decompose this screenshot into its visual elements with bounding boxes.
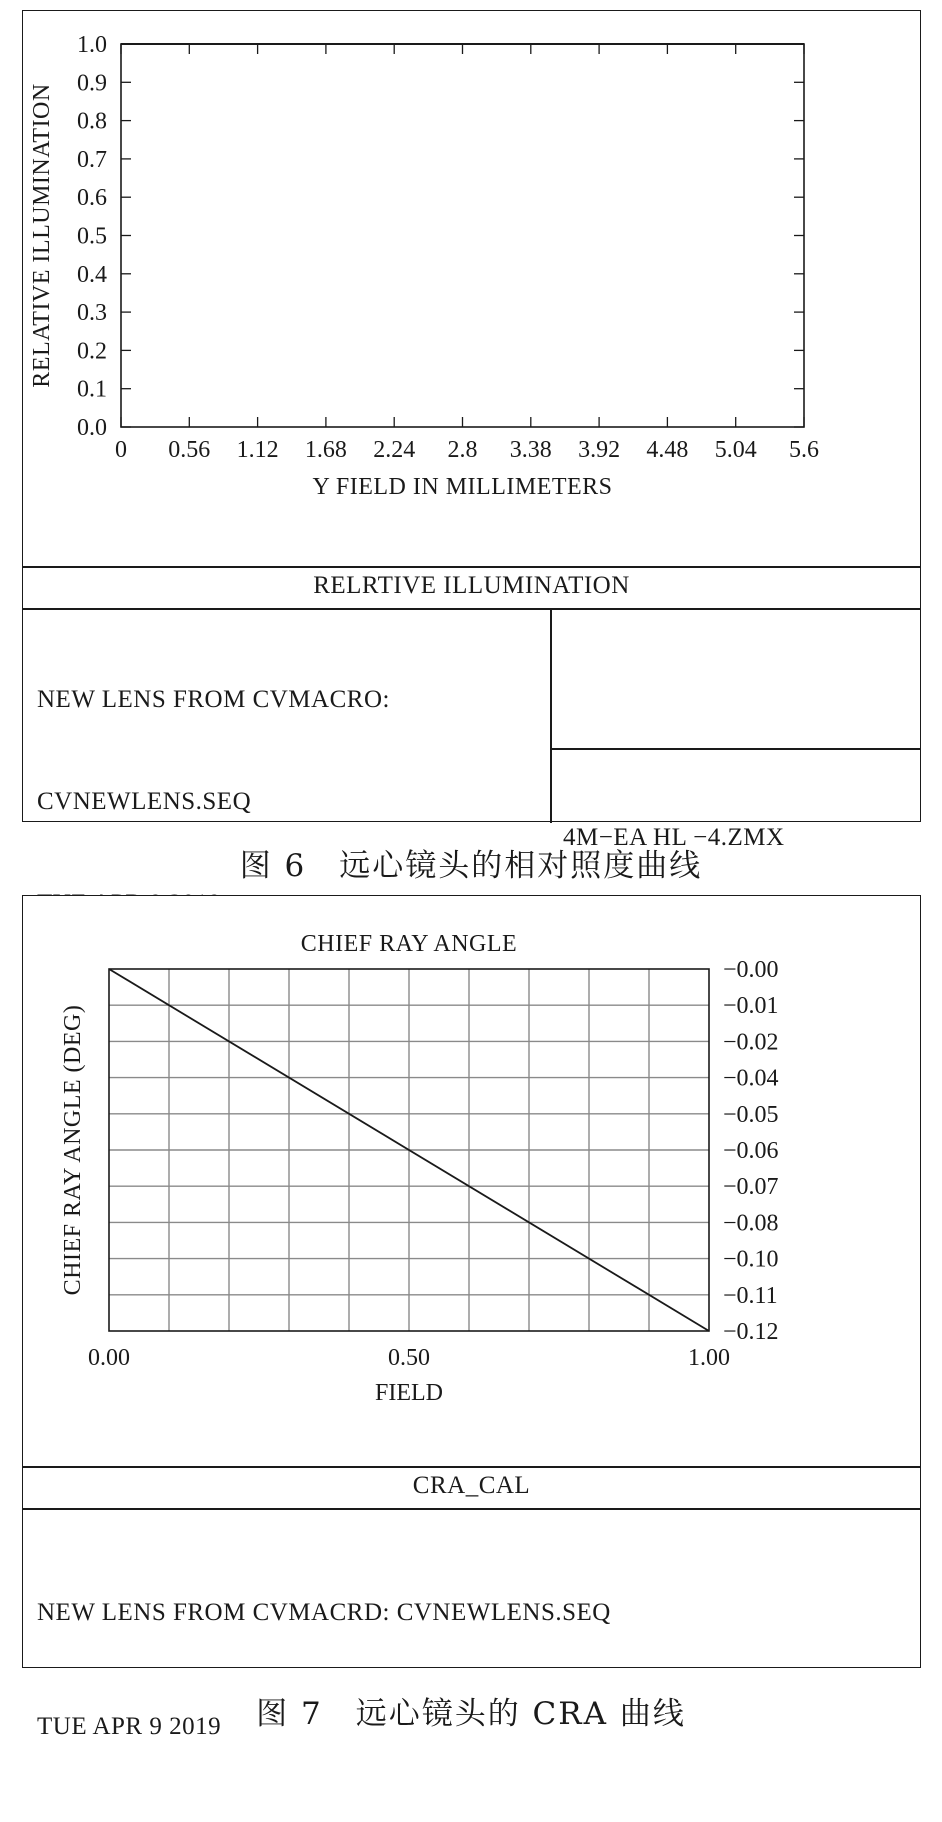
y-axis-label: RELATIVE ILLUMINATION xyxy=(29,83,55,388)
divider xyxy=(23,1466,920,1468)
x-tick-label: 2.24 xyxy=(373,437,416,463)
relative-illumination-chart xyxy=(23,11,922,566)
divider xyxy=(23,1508,920,1510)
y-tick-label: −0.08 xyxy=(723,1210,779,1237)
divider xyxy=(550,608,552,823)
y-tick-label: −0.00 xyxy=(723,957,779,983)
x-tick-label: 0.50 xyxy=(388,1345,430,1371)
info-line: NEW LENS FROM CVMACRD: CVNEWLENS.SEQ xyxy=(37,1599,611,1626)
y-tick-label: 0.7 xyxy=(77,146,107,173)
x-tick-label: 0.56 xyxy=(168,437,211,463)
x-tick-label: 3.92 xyxy=(578,437,621,463)
x-tick-label: 0 xyxy=(115,437,127,463)
x-axis-label: Y FIELD IN MILLIMETERS xyxy=(312,474,613,500)
x-axis-label: FIELD xyxy=(375,1380,443,1406)
y-tick-label: −0.05 xyxy=(723,1101,779,1128)
x-tick-label: 4.48 xyxy=(646,437,689,463)
info-line: NEW LENS FROM CVMACRO: xyxy=(37,686,390,713)
y-tick-label: −0.01 xyxy=(723,993,779,1020)
divider xyxy=(23,608,920,610)
y-tick-label: −0.02 xyxy=(723,1029,779,1056)
y-tick-label: 0.9 xyxy=(77,70,107,97)
x-tick-label: 1.12 xyxy=(236,437,279,463)
y-axis-label: CHIEF RAY ANGLE (DEG) xyxy=(60,1004,86,1296)
divider xyxy=(23,566,920,568)
figure7-info-left xyxy=(37,1518,611,1822)
y-tick-label: 0.0 xyxy=(77,415,107,441)
plot-frame xyxy=(121,44,804,427)
x-tick-label: 0.00 xyxy=(88,1345,130,1371)
x-tick-label: 1.00 xyxy=(688,1345,730,1371)
x-tick-label: 5.04 xyxy=(714,437,757,463)
x-tick-label: 5.6 xyxy=(789,437,819,463)
y-tick-label: 0.2 xyxy=(77,338,107,365)
y-tick-label: −0.04 xyxy=(723,1065,779,1092)
y-tick-label: 1.0 xyxy=(77,32,107,58)
figure6-title-bar: RELRTIVE ILLUMINATION xyxy=(313,572,630,599)
figure7-caption: 图 7 远心镜头的 CRA 曲线 xyxy=(256,1696,686,1732)
y-tick-label: −0.12 xyxy=(723,1319,779,1345)
y-tick-label: 0.3 xyxy=(77,300,107,327)
chart-title: CHIEF RAY ANGLE xyxy=(300,931,518,957)
y-tick-label: −0.10 xyxy=(723,1246,779,1273)
y-tick-label: −0.07 xyxy=(723,1174,779,1201)
y-tick-label: 0.4 xyxy=(77,261,107,288)
divider xyxy=(550,748,920,750)
figure7-title-bar: CRA_CAL xyxy=(412,1472,531,1499)
y-tick-label: 0.1 xyxy=(77,376,107,403)
info-line: TUE APR 9 2019 xyxy=(37,1713,222,1740)
figure6-panel xyxy=(22,10,921,851)
y-tick-label: 0.8 xyxy=(77,108,107,135)
chief-ray-angle-chart xyxy=(23,896,922,1466)
y-tick-label: 0.6 xyxy=(77,185,107,212)
x-tick-label: 1.68 xyxy=(304,437,347,463)
x-tick-label: 3.38 xyxy=(509,437,552,463)
x-tick-label: 2.8 xyxy=(447,437,478,463)
figure6-caption: 图 6 远心镜头的相对照度曲线 xyxy=(239,848,703,884)
y-tick-label: 0.5 xyxy=(77,223,107,250)
y-tick-label: −0.06 xyxy=(723,1138,779,1164)
info-line: CVNEWLENS.SEQ xyxy=(37,788,252,815)
y-tick-label: −0.11 xyxy=(723,1282,778,1309)
info-line: 4M−EA HL −4.ZMX xyxy=(563,824,785,851)
